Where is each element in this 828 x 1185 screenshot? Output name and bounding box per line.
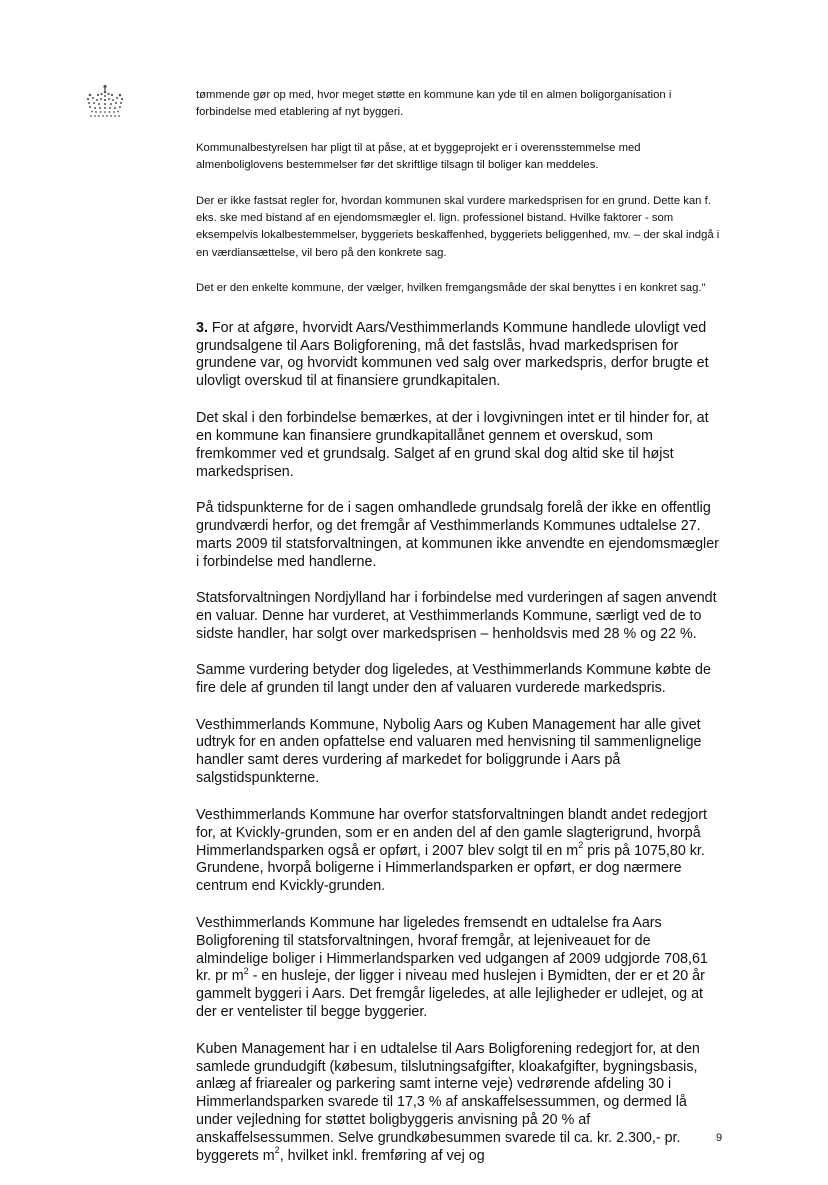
paragraph-kuben (196, 1041, 724, 1166)
paragraph-aars (196, 915, 724, 1022)
paragraph: På tidspunkterne for de i sagen omhandlede grundsalg forelå der ikke en offentlig grundværdi herfor, og det fremgår af Vesthimmerlands Kommunes udtalelse 27. marts 2009 til statsforvaltningen, at kommunen ikke anvendte en ejendomsmægler i forbindelse med handlerne. (196, 499, 719, 570)
paragraph: Samme vurdering betyder dog ligeledes, at Vesthimmerlands Kommune købte de fire dele af grunden til langt under den af valuaren vurderede markedspris. (196, 662, 711, 697)
quote-paragraph: Det er den enkelte kommune, der vælger, hvilken fremgangsmåde der skal benyttes i en konkret sag." (196, 282, 706, 295)
superscript: 2 (274, 1145, 280, 1156)
section-paragraph (196, 320, 724, 392)
quote-paragraph: Der er ikke fastsat regler for, hvordan kommunen skal vurdere markedsprisen for en grund. Dette kan f. eks. ske med bistand af en ejendomsmægler el. lign. professionel bistand. Hvilke faktorer - som eksempelvis lokalbestemmelser, byggeriets beskaffenhed, byggeriets beliggenhed, mv. – der skal indgå i en værdiansættelse, vil bero på den konkrete sag. (196, 194, 720, 259)
superscript: 2 (578, 839, 584, 850)
crown-icon (84, 84, 126, 120)
superscript: 2 (243, 965, 249, 976)
paragraph: Statsforvaltningen Nordjylland har i forbindelse med vurderingen af sagen anvendt en valuar. Denne har vurderet, at Vesthimmerlands Kommune, særligt ved de to sidste handler, har solgt over markedsprisen – henholdsvis med 28 % og 22 %. (196, 590, 717, 642)
paragraph-text: pris på 1075,80 kr. Grundene, hvorpå boligerne i Himmerlandsparken er opført, er dog nærmere centrum end Kvickly-grunden. (196, 842, 705, 895)
paragraph: Vesthimmerlands Kommune, Nybolig Aars og Kuben Management har alle givet udtryk for en anden opfattelse end valuaren med henvisning til sammenlignelige handler samt deres vurdering af markedet for boliggrunde i Aars på salgstidspunkterne. (196, 716, 702, 787)
page-number: 9 (716, 1132, 723, 1144)
section-text: For at afgøre, hvorvidt Aars/Vesthimmerlands Kommune handlede ulovligt ved grundsalgene til Aars Boligforening, må det fastslås, hvad markedsprisen for grundene var, og hvorvidt kommunen ved salg over markedspris, derfor brugte et ulovligt overskud til at finansiere grundkapitalen. (196, 319, 709, 390)
document-body (196, 87, 724, 1185)
paragraph-text: Kuben Management har i en udtalelse til Aars Boligforening redegjort for, at den samlede grundudgift (købesum, tilslutningsafgifter, kloakafgifter, bygningsbasis, anlæg af friarealer og parkering samt interne veje) vedrørende afdeling 30 i Himmerlandsparken svarede til 17,3 % af anskaffelsessummen, og dermed lå under vejledning for støttet boligbyggeris anvisning på 20 % af anskaffelsessummen. Selve grundkøbesummen svarede til ca. kr. 2.300,- pr. byggerets m (196, 1040, 700, 1165)
paragraph: Det skal i den forbindelse bemærkes, at der i lovgivningen intet er til hinder for, at en kommune kan finansiere grundkapitallånet gennem et overskud, som fremkommer ved et grundsalg. Salget af en grund skal dog altid ske til højst markedsprisen. (196, 409, 709, 480)
paragraph-text: Vesthimmerlands Kommune har ligeledes fremsendt en udtalelse fra Aars Boligforening til statsforvaltningen, hvoraf fremgår, at lejeniveauet for de almindelige boliger i Himmerlandsparken ved udgangen af 2009 udgjorde 708,61 kr. pr m (196, 914, 708, 985)
quote-paragraph: Kommunalbestyrelsen har pligt til at påse, at et byggeprojekt er i overensstemmelse med almenboliglovens bestemmelser før det skriftlige tilsagn til boliger kan meddeles. (196, 141, 641, 172)
paragraph-text: Vesthimmerlands Kommune har overfor statsforvaltningen blandt andet redegjort for, at Kvickly-grunden, som er en anden del af den gamle slagterigrund, hvorpå Himmerlandsparken også er opført, i 2007 blev solgt til en m (196, 806, 707, 859)
paragraph-text: , hvilket inkl. fremføring af vej og (279, 1148, 485, 1165)
paragraph-kvickly (196, 807, 724, 897)
section-number: 3. (196, 319, 208, 336)
quote-paragraph: tømmende gør op med, hvor meget støtte en kommune kan yde til en almen boligorganisation i forbindelse med etablering af nyt byggeri. (196, 89, 672, 119)
paragraph-text: - en husleje, der ligger i niveau med huslejen i Bymidten, der er et 20 år gammelt byggeri i Aars. Det fremgår ligeledes, at alle lejligheder er udlejet, og at der er ventelister til begge byggerier. (196, 968, 705, 1021)
